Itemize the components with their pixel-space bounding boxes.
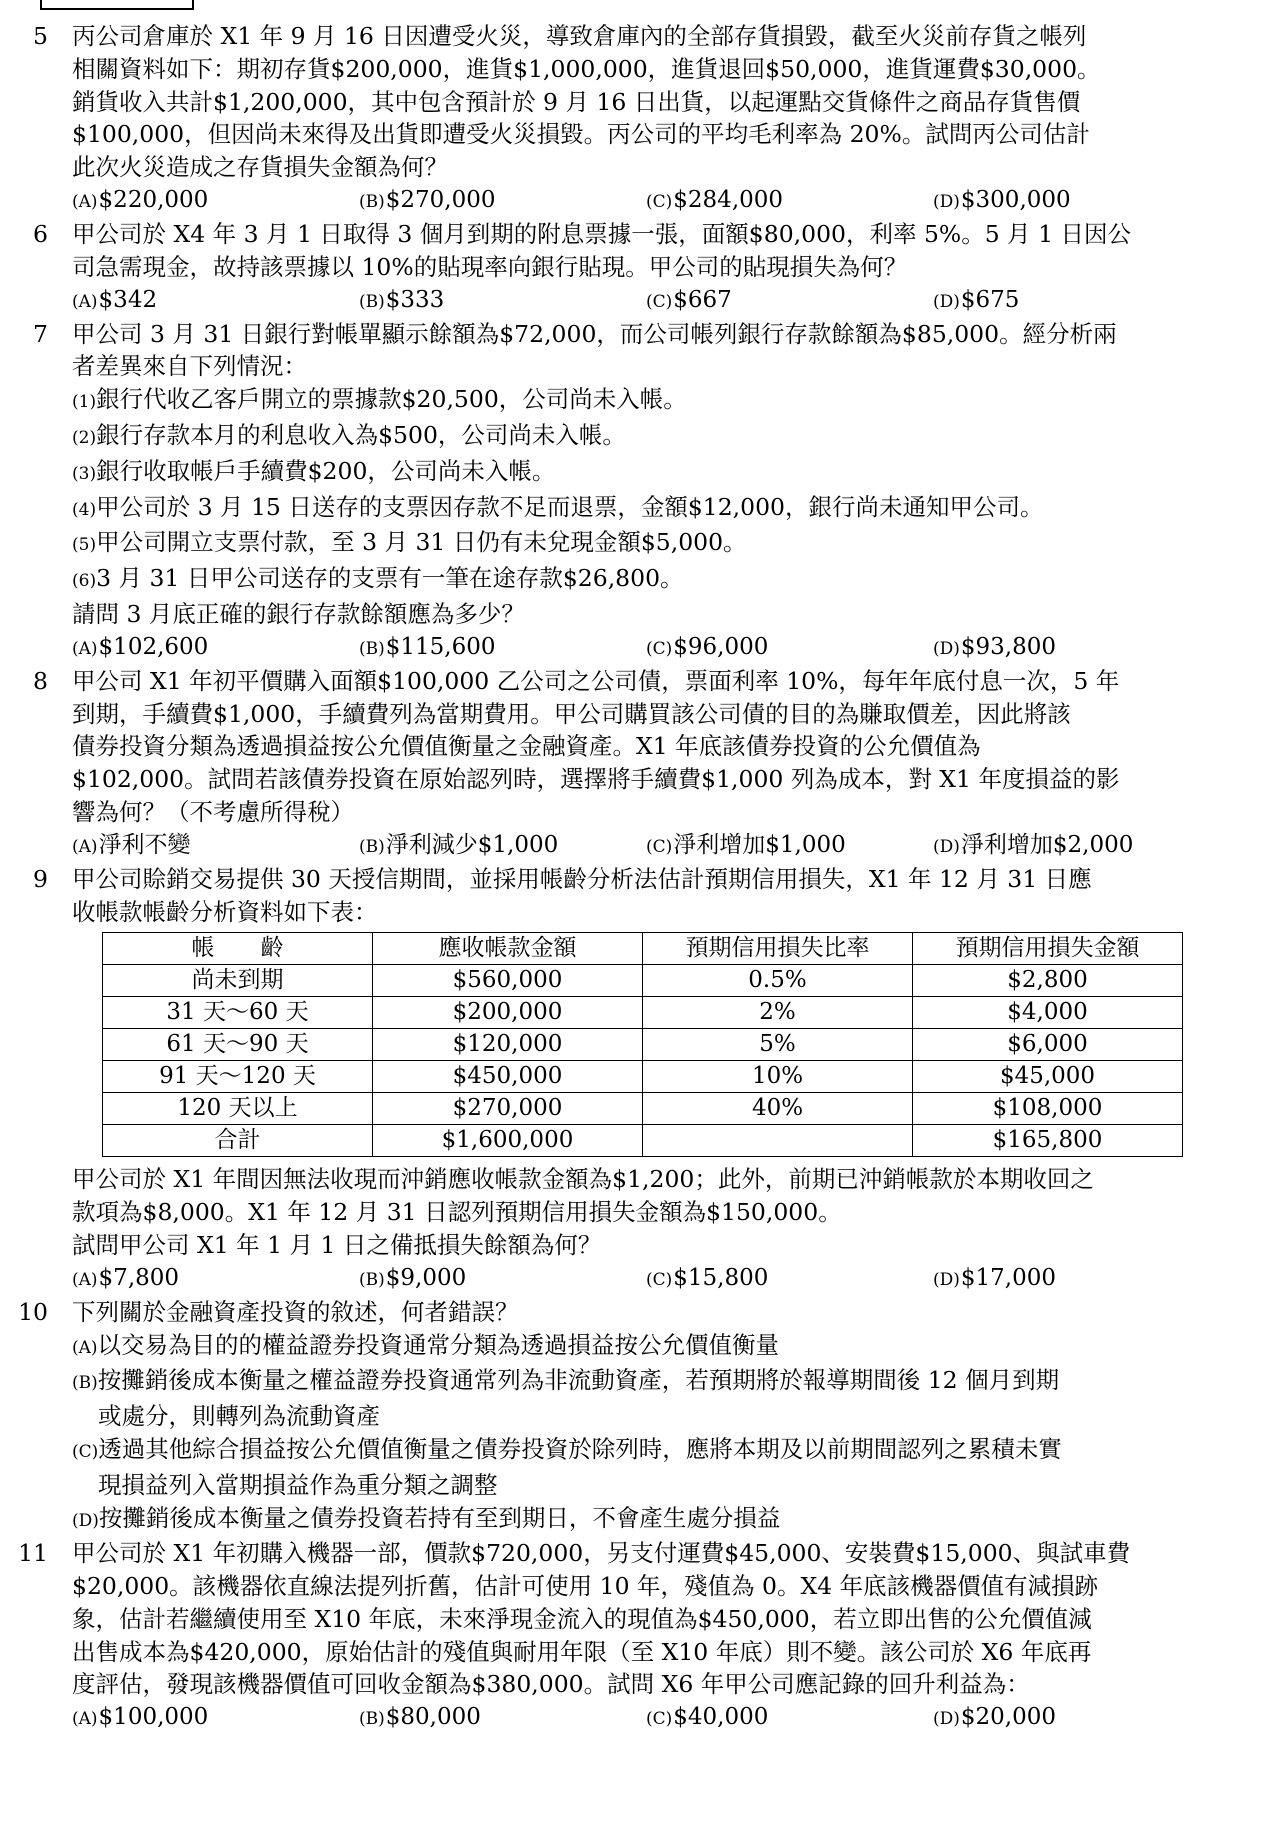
table-header-cell: 應收帳款金額 — [373, 933, 643, 965]
table-cell: $560,000 — [373, 965, 643, 997]
list-item: (5)甲公司開立支票付款，至 3 月 31 日仍有未兌現金額$5,000。 — [72, 528, 747, 557]
option-a[interactable]: (A)淨利不變 — [72, 831, 191, 858]
question-text-line: 款項為$8,000。X1 年 12 月 31 日認列預期信用損失金額為$150,000。 — [72, 1198, 842, 1227]
option-b[interactable]: (B)按攤銷後成本衡量之權益證券投資通常列為非流動資產，若預期將於報導期間後 12 個月到期 — [72, 1366, 1060, 1395]
question-11 — [0, 1537, 1274, 1735]
aging-table — [102, 932, 1183, 1157]
table-total-row — [103, 1125, 1183, 1157]
table-cell: 40% — [643, 1093, 913, 1125]
list-item: (4)甲公司於 3 月 15 日送存的支票因存款不足而退票，金額$12,000，銀行尚未通知甲公司。 — [72, 492, 1044, 521]
option-d[interactable]: (D)$675 — [933, 286, 1020, 313]
question-number: 9 — [33, 864, 48, 893]
option-d[interactable]: (D)按攤銷後成本衡量之債券投資若持有至到期日，不會產生處分損益 — [72, 1503, 781, 1532]
table-row — [103, 1029, 1183, 1061]
option-a[interactable]: (A)以交易為目的的權益證券投資通常分類為透過損益按公允價值衡量 — [72, 1330, 780, 1359]
table-cell: $108,000 — [913, 1093, 1183, 1125]
option-c[interactable]: (C)$667 — [646, 286, 732, 313]
option-b[interactable]: (B)$333 — [359, 286, 445, 313]
table-cell: $120,000 — [373, 1029, 643, 1061]
table-cell: 10% — [643, 1061, 913, 1093]
question-number: 6 — [33, 219, 48, 248]
table-cell: 91 天～120 天 — [103, 1061, 373, 1093]
option-d[interactable]: (D)$20,000 — [933, 1704, 1057, 1731]
question-text-line: 甲公司 X1 年初平價購入面額$100,000 乙公司之公司債，票面利率 10%，每年年底付息一次，5 年 — [72, 666, 1120, 695]
question-text-line: 銷貨收入共計$1,200,000，其中包含預計於 9 月 16 日出貨，以起運點交貨條件之商品存貨售價 — [72, 87, 1081, 116]
option-a[interactable]: (A)$342 — [72, 286, 158, 313]
question-text-line: 司急需現金，故持該票據以 10%的貼現率向銀行貼現。甲公司的貼現損失為何？ — [72, 252, 908, 281]
question-text-line: $20,000。該機器依直線法提列折舊，估計可使用 10 年，殘值為 0。X4 年底該機器價值有減損跡 — [72, 1572, 1099, 1601]
question-prompt: 試問甲公司 X1 年 1 月 1 日之備抵損失餘額為何？ — [72, 1230, 602, 1259]
option-d[interactable]: (D)淨利增加$2,000 — [933, 831, 1134, 858]
table-cell — [643, 1125, 913, 1157]
question-text-line: 甲公司於 X1 年初購入機器一部，價款$720,000，另支付運費$45,000、安裝費$15,000、與試車費 — [72, 1539, 1131, 1568]
question-8 — [0, 665, 1274, 863]
question-text-line: 者差異來自下列情況： — [72, 352, 307, 381]
question-text-line: 甲公司賒銷交易提供 30 天授信期間，並採用帳齡分析法估計預期信用損失，X1 年 12 月 31 日應 — [72, 864, 1092, 893]
table-cell: 31 天～60 天 — [103, 997, 373, 1029]
option-c[interactable]: (C)$284,000 — [646, 186, 784, 213]
question-prompt: 請問 3 月底正確的銀行存款餘額應為多少？ — [72, 599, 525, 628]
question-text-line: 甲公司於 X1 年間因無法收現而沖銷應收帳款金額為$1,200；此外，前期已沖銷帳款於本期收回之 — [72, 1165, 1094, 1194]
question-10 — [0, 1296, 1274, 1538]
answer-options — [72, 284, 1260, 318]
table-cell: 5% — [643, 1029, 913, 1061]
option-d[interactable]: (D)$17,000 — [933, 1264, 1057, 1291]
table-header-cell: 帳 齡 — [103, 933, 373, 965]
question-text-line: 下列關於金融資產投資的敘述，何者錯誤？ — [72, 1297, 519, 1326]
option-c[interactable]: (C)$15,800 — [646, 1264, 769, 1291]
question-6 — [0, 218, 1274, 318]
table-cell: $270,000 — [373, 1093, 643, 1125]
table-cell: 2% — [643, 997, 913, 1029]
option-a[interactable]: (A)$220,000 — [72, 186, 209, 213]
question-7 — [0, 318, 1274, 665]
list-item: (1)銀行代收乙客戶開立的票據款$20,500，公司尚未入帳。 — [72, 385, 687, 414]
list-item: (6)3 月 31 日甲公司送存的支票有一筆在途存款$26,800。 — [72, 564, 684, 593]
answer-options — [72, 1701, 1260, 1735]
answer-options — [72, 184, 1260, 218]
question-text-line: 度評估，發現該機器價值可回收金額為$380,000。試問 X6 年甲公司應記錄的回升利益為： — [72, 1670, 1030, 1699]
table-cell: 合計 — [103, 1125, 373, 1157]
option-c[interactable]: (C)$96,000 — [646, 633, 769, 660]
question-text-line: $102,000。試問若該債券投資在原始認列時，選擇將手續費$1,000 列為成本，對 X1 年度損益的影 — [72, 765, 1120, 794]
question-number: 11 — [18, 1539, 48, 1568]
table-header-row — [103, 933, 1183, 965]
table-cell: $2,800 — [913, 965, 1183, 997]
option-a[interactable]: (A)$100,000 — [72, 1704, 209, 1731]
table-cell: 120 天以上 — [103, 1093, 373, 1125]
option-b-continued: 或處分，則轉列為流動資產 — [98, 1402, 380, 1431]
table-cell: $6,000 — [913, 1029, 1183, 1061]
question-number: 10 — [18, 1297, 48, 1326]
question-text-line: 甲公司於 X4 年 3 月 1 日取得 3 個月到期的附息票據一張，面額$80,000，利率 5%。5 月 1 日因公 — [72, 219, 1132, 248]
answer-options — [72, 631, 1260, 665]
option-c[interactable]: (C)$40,000 — [646, 1704, 769, 1731]
question-text-line: 收帳款帳齡分析資料如下表： — [72, 897, 378, 926]
question-text-line: 債券投資分類為透過損益按公允價值衡量之金融資產。X1 年底該債券投資的公允價值為 — [72, 732, 981, 761]
question-text-line: 響為何？（不考慮所得稅） — [72, 797, 354, 826]
question-text-line: $100,000，但因尚未來得及出貨即遭受火災損毀。丙公司的平均毛利率為 20%。試問丙公司估計 — [72, 120, 1090, 149]
table-cell: $450,000 — [373, 1061, 643, 1093]
table-cell: $200,000 — [373, 997, 643, 1029]
question-5 — [0, 20, 1274, 218]
option-a[interactable]: (A)$7,800 — [72, 1264, 180, 1291]
list-item: (3)銀行收取帳戶手續費$200，公司尚未入帳。 — [72, 456, 556, 485]
option-d[interactable]: (D)$300,000 — [933, 186, 1071, 213]
option-a[interactable]: (A)$102,600 — [72, 633, 209, 660]
question-text-line: 相關資料如下：期初存貨$200,000，進貨$1,000,000，進貨退回$50,000，進貨運費$30,000。 — [72, 54, 1101, 83]
option-d[interactable]: (D)$93,800 — [933, 633, 1057, 660]
option-b[interactable]: (B)$9,000 — [359, 1264, 467, 1291]
answer-options — [72, 829, 1260, 863]
table-header-cell: 預期信用損失比率 — [643, 933, 913, 965]
question-text-line: 丙公司倉庫於 X1 年 9 月 16 日因遭受火災，導致倉庫內的全部存貨損毀，截至火災前存貨之帳列 — [72, 22, 1087, 50]
table-cell: $1,600,000 — [373, 1125, 643, 1157]
question-text-line: 出售成本為$420,000，原始估計的殘值與耐用年限（至 X10 年底）則不變。該公司於 X6 年底再 — [72, 1637, 1092, 1666]
question-number: 5 — [33, 22, 48, 50]
question-text-line: 甲公司 3 月 31 日銀行對帳單顯示餘額為$72,000，而公司帳列銀行存款餘額為$85,000。經分析兩 — [72, 319, 1117, 348]
option-c[interactable]: (C)淨利增加$1,000 — [646, 831, 846, 858]
table-cell: 0.5% — [643, 965, 913, 997]
table-header-cell: 預期信用損失金額 — [913, 933, 1183, 965]
option-b[interactable]: (B)$80,000 — [359, 1704, 481, 1731]
question-text-line: 此次火災造成之存貨損失金額為何？ — [72, 153, 448, 182]
question-number: 8 — [33, 666, 48, 695]
option-b[interactable]: (B)$270,000 — [359, 186, 496, 213]
exam-page — [0, 20, 1274, 1735]
table-cell: $4,000 — [913, 997, 1183, 1029]
page-header-box — [40, 0, 194, 10]
table-row — [103, 1061, 1183, 1093]
option-c[interactable]: (C)透過其他綜合損益按公允價值衡量之債券投資於除列時，應將本期及以前期間認列之累積未實 — [72, 1434, 1062, 1463]
table-cell: $165,800 — [913, 1125, 1183, 1157]
question-text-line: 到期，手續費$1,000，手續費列為當期費用。甲公司購買該公司債的目的為賺取價差，因此將該 — [72, 699, 1071, 728]
option-b[interactable]: (B)淨利減少$1,000 — [359, 831, 559, 858]
option-b[interactable]: (B)$115,600 — [359, 633, 496, 660]
table-row — [103, 1093, 1183, 1125]
table-cell: 尚未到期 — [103, 965, 373, 997]
question-number: 7 — [33, 319, 48, 348]
question-9 — [0, 863, 1274, 1296]
question-text-line: 象，估計若繼續使用至 X10 年底，未來淨現金流入的現值為$450,000，若立即出售的公允價值減 — [72, 1604, 1092, 1633]
answer-options — [72, 1262, 1260, 1296]
table-cell: 61 天～90 天 — [103, 1029, 373, 1061]
table-row — [103, 965, 1183, 997]
option-c-continued: 現損益列入當期損益作為重分類之調整 — [98, 1470, 498, 1499]
list-item: (2)銀行存款本月的利息收入為$500，公司尚未入帳。 — [72, 420, 626, 449]
table-cell: $45,000 — [913, 1061, 1183, 1093]
table-row — [103, 997, 1183, 1029]
